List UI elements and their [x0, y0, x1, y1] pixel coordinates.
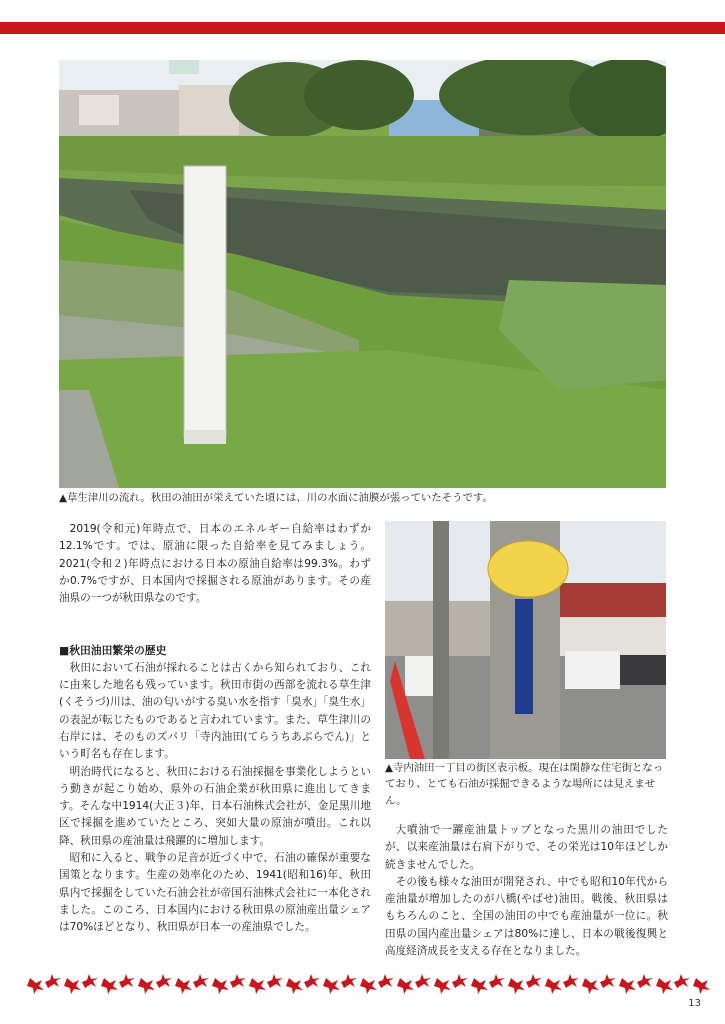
ornament-mark — [545, 978, 562, 994]
left-column — [59, 521, 371, 937]
ornament-mark — [101, 978, 118, 994]
ornament-mark — [230, 974, 246, 988]
intro-paragraph: 2019(令和元)年時点で、日本のエネルギー自給率はわずか12.1%です。では、原油に限った自給率を見てみましょう。2021(令和２)年時点における日本の原油自給率は99.3%。わずか0.7%ですが、日本国内で採掘される原油があります。その産油県の一つが秋田県なのです。 — [59, 523, 371, 605]
ornament-mark — [27, 978, 44, 994]
ornament-mark — [360, 978, 377, 994]
ornament-mark — [508, 978, 525, 994]
ornament-mark — [563, 974, 579, 988]
top-red-bar — [0, 22, 725, 34]
ornament-mark — [656, 978, 673, 994]
ornament-strip — [20, 970, 710, 1000]
ornament-mark — [249, 978, 266, 994]
ornament-mark — [175, 978, 192, 994]
ornament-mark — [212, 978, 229, 994]
ornament-mark — [138, 978, 155, 994]
ornament-mark — [600, 974, 616, 988]
river-photo-caption: ▲草生津川の流れ。秋田の油田が栄えていた頃には、川の水面に油膜が張っていたそうです。 — [59, 492, 493, 504]
ornament-mark — [82, 974, 98, 988]
ornament-mark — [341, 974, 357, 988]
ornament-mark — [637, 974, 653, 988]
ornament-mark — [452, 974, 468, 988]
ornament-mark — [471, 978, 488, 994]
ornament-mark — [45, 974, 61, 988]
ornament-mark — [415, 974, 431, 988]
ornament-mark — [434, 978, 451, 994]
ornament-mark — [193, 974, 209, 988]
street-sign-caption: ▲寺内油田一丁目の街区表示板。現在は閑静な住宅街となっており、とても石油が採掘できるような場所には見えません。 — [385, 762, 664, 807]
ornament-mark — [378, 974, 394, 988]
street-sign-photo — [385, 521, 666, 759]
ornament-mark — [397, 978, 414, 994]
ornament-mark — [693, 978, 710, 994]
body-paragraph: 大噴油で一躍産油量トップとなった黒川の油田でしたが、以来産油量は右肩下がりで、その栄光は10年ほどしか続きませんでした。 — [385, 824, 668, 871]
ornament-mark — [64, 978, 81, 994]
body-paragraph: その後も様々な油田が開発され、中でも昭和10年代から産油量が増加したのが八橋(やばせ)油田。戦後、秋田県はもちろんのこと、全国の油田の中でも産油量が一位に。秋田県の国内産出量シェアは80%に達し、日本の戦後復興と高度経済成長を支える存在となりました。 — [385, 875, 668, 958]
ornament-mark — [489, 974, 505, 988]
ornament-mark — [304, 974, 320, 988]
right-column — [385, 822, 668, 960]
ornament-mark — [674, 974, 690, 988]
ornament-mark — [323, 978, 340, 994]
ornament-mark — [619, 978, 636, 994]
page-number: 13 — [688, 998, 701, 1009]
ornament-mark — [286, 978, 303, 994]
river-photo — [59, 60, 666, 488]
ornament-mark — [526, 974, 542, 988]
ornament-mark — [267, 974, 283, 988]
section-heading: ■秋田油田繁栄の歴史 — [59, 644, 167, 658]
ornament-mark — [156, 974, 172, 988]
ornament-mark — [119, 974, 135, 988]
body-paragraph: 明治時代になると、秋田における石油採掘を事業化しようという動きが起こり始め、県外の石油企業が秋田県に進出してきます。そんな中1914(大正３)年、日本石油株式会社が、金足黒川地区で採掘を進めていたところ、突如大量の原油が噴出。これ以降、秋田県の産油量は飛躍的に増加します。 — [59, 765, 371, 847]
body-paragraph: 秋田において石油が採れることは古くから知られており、これに由来した地名も残っています。秋田市街の西部を流れる草生津(くそうづ)川は、油の匂いがする臭い水を指す「臭水」「臭生水」の表記が転じたものであると言われています。また、草生津川の右岸には、そのものズバリ「寺内油田(てらうちあぶらでん)」という町名も存在します。 — [59, 661, 371, 761]
body-paragraph: 昭和に入ると、戦争の足音が近づく中で、石油の確保が重要な国策となります。生産の効率化のため、1941(昭和16)年、秋田県内で採掘をしていた石油会社が帝国石油株式会社に一本化されました。このころ、日本国内における秋田県の原油産出量シェアは70%ほどとなり、秋田県が日本一の産油県でした。 — [59, 852, 371, 934]
ornament-mark — [582, 978, 599, 994]
